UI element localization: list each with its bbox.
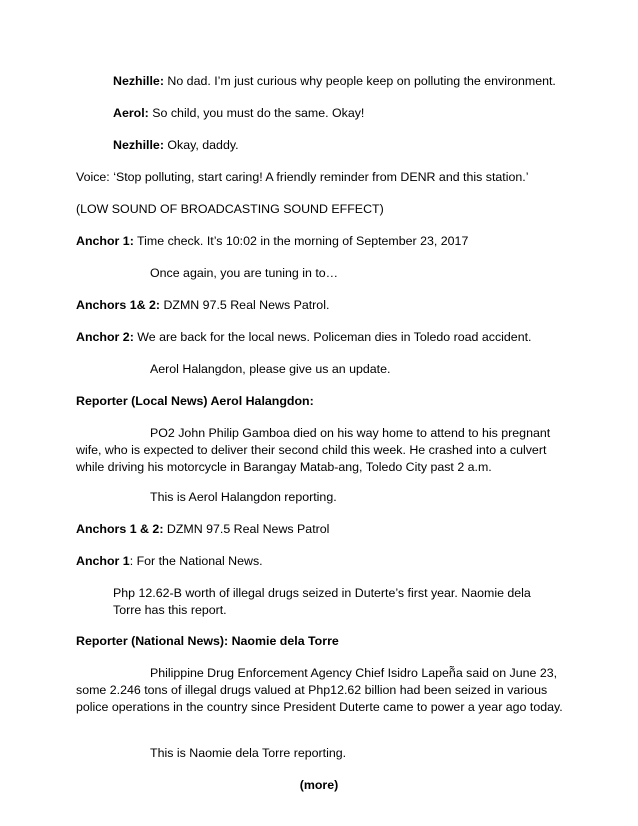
- reporter-national-heading: Reporter (National News): Naomie dela Torre: [76, 634, 339, 648]
- dialogue-aerol: [113, 105, 583, 122]
- national-headline: Php 12.62-B worth of illegal drugs seized in Duterte’s first year. Naomie dela Torre has this report.: [113, 586, 531, 618]
- speaker-label: Anchor 1: [76, 554, 130, 568]
- speaker-label: Anchors 1 & 2:: [76, 522, 164, 536]
- speaker-label: Aerol:: [113, 106, 149, 120]
- line-text: Time check. It’s 10:02 in the morning of September 23, 2017: [133, 234, 469, 248]
- anchors-station-id-2: [76, 521, 576, 538]
- line-text: DZMN 97.5 Real News Patrol: [163, 522, 330, 536]
- tuning-in-line: Once again, you are tuning in to…: [150, 266, 339, 280]
- dialogue-nezhille-2: [113, 137, 583, 154]
- more-marker: (more): [299, 778, 339, 792]
- national-signoff: This is Naomie dela Torre reporting.: [150, 746, 347, 760]
- line-text: Okay, daddy.: [163, 138, 239, 152]
- local-signoff: This is Aerol Halangdon reporting.: [150, 490, 337, 504]
- local-news-report: PO2 John Philip Gamboa died on his way home to attend to his pregnant wife, who is expected to deliver their second child this week. He crashed into a culvert while driving his motorcycle in Barangay Matab-ang, Toledo City past 2 a.m.: [76, 426, 551, 475]
- speaker-label: Anchors 1& 2:: [76, 298, 160, 312]
- sound-effect-cue: (LOW SOUND OF BROADCASTING SOUND EFFECT): [76, 202, 384, 216]
- line-text: DZMN 97.5 Real News Patrol.: [160, 298, 330, 312]
- line-text: So child, you must do the same. Okay!: [148, 106, 365, 120]
- anchors-station-id-1: [76, 297, 576, 314]
- national-news-report: Philippine Drug Enforcement Agency Chief Isidro Lapeñ̃a said on June 23, some 2.246 tons of illegal drugs valued at Php12.62 billion had been seized in various police operations in the country since President Duterte came to power a year ago today.: [76, 666, 563, 715]
- line-text: : For the National News.: [129, 554, 263, 568]
- update-request: Aerol Halangdon, please give us an update.: [150, 362, 391, 376]
- anchor2-local-news: [76, 329, 576, 346]
- dialogue-nezhille-1: [113, 73, 583, 90]
- anchor1-national-news: [76, 553, 576, 570]
- speaker-label: Anchor 2:: [76, 330, 134, 344]
- line-text: We are back for the local news. Policeman dies in Toledo road accident.: [133, 330, 532, 344]
- anchor1-time-check: [76, 233, 576, 250]
- line-text: No dad. I’m just curious why people keep on polluting the environment.: [163, 74, 556, 88]
- speaker-label: Nezhille:: [113, 138, 164, 152]
- speaker-label: Nezhille:: [113, 74, 164, 88]
- voice-reminder: Voice: ‘Stop polluting, start caring! A friendly reminder from DENR and this station.’: [76, 170, 529, 184]
- speaker-label: Anchor 1:: [76, 234, 134, 248]
- reporter-local-heading: Reporter (Local News) Aerol Halangdon:: [76, 394, 314, 408]
